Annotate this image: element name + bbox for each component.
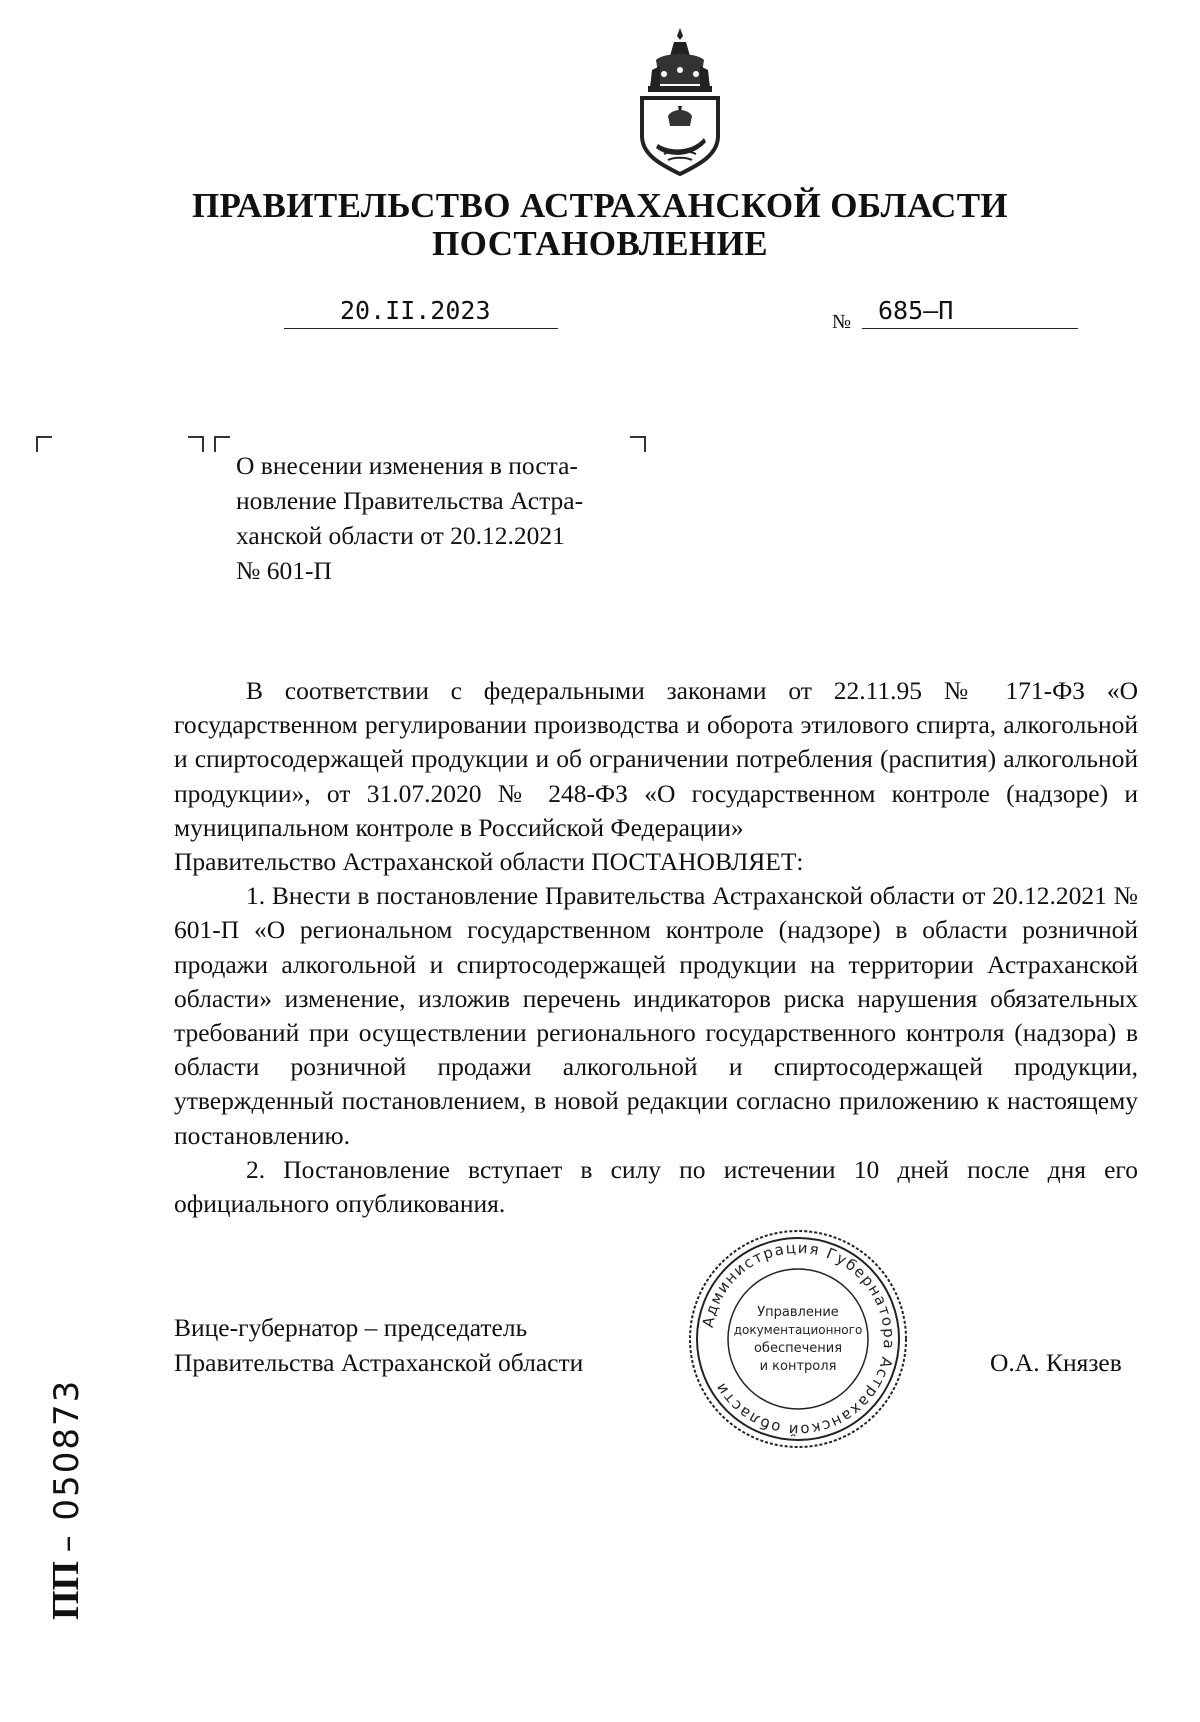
subject-corner-left-a	[188, 436, 204, 452]
item-2-paragraph: 2. Постановление вступает в силу по истечении 10 дней после дня его официального опубликования.	[174, 1154, 1138, 1219]
number-sign: №	[832, 311, 852, 333]
left-corner-mark	[36, 436, 52, 452]
serial-prefix: ПП	[45, 1560, 87, 1620]
resolves-line: Правительство Астраханской области ПОСТАНОВЛЯЕТ:	[174, 847, 804, 877]
document-date: 20.II.2023	[340, 296, 491, 325]
official-stamp	[687, 1228, 909, 1450]
subject-corner-left-b	[214, 436, 230, 452]
coat-of-arms-emblem	[634, 26, 726, 176]
preamble-paragraph: В соответствии с федеральными законами от 22.11.95 № 171-ФЗ «О государственном регулировании производства и оборота этилового спирта, алкогольной и спиртосодержащей продукции и об ограничении потребления (распития) алкогольной продукции», от 31.07.2020 № 248-ФЗ «О государственном контроле (надзоре) и муниципальном контроле в Российской Федерации»	[174, 676, 1138, 842]
document-number: 685–П	[878, 296, 954, 325]
org-title: ПРАВИТЕЛЬСТВО АСТРАХАНСКОЙ ОБЛАСТИ	[191, 186, 1009, 225]
signatory-position	[174, 1310, 583, 1380]
serial-number: – 050873	[47, 1378, 87, 1553]
stamp-center-line: и контроля	[759, 1359, 837, 1374]
subject-line: О внесении изменения в поста-	[236, 451, 578, 480]
doc-type-title: ПОСТАНОВЛЕНИЕ	[432, 224, 768, 263]
subject-line: ханской области от 20.12.2021	[236, 521, 565, 550]
document-body	[174, 674, 1138, 1221]
stamp-center-line: документационного	[733, 1323, 863, 1337]
stamp-center-line: Управление	[757, 1305, 839, 1320]
stamp-ring-text: Администрация Губернатора Астраханской области	[698, 1238, 899, 1440]
stamp-center-line: обеспечения	[753, 1341, 843, 1356]
position-line: Правительства Астраханской области	[174, 1348, 584, 1377]
document-subject	[236, 448, 637, 588]
subject-line: новление Правительства Астра-	[236, 486, 584, 515]
form-serial-code	[44, 1320, 87, 1620]
position-line: Вице-губернатор – председатель	[174, 1313, 528, 1342]
item-1-paragraph: 1. Внести в постановление Правительства Астраханской области от 20.12.2021 № 601-П «О региональном государственном контроле (надзоре) в области розничной продажи алкогольной и спиртосодержащей продукции на территории Астраханской области» изменение, изложив перечень индикаторов риска нарушения обязательных требований при осуществлении регионального государственного контроля (надзора) в области розничной продажи алкогольной и спиртосодержащей продукции, утвержденный постановлением, в новой редакции согласно приложению к настоящему постановлению.	[174, 881, 1138, 1150]
signatory-name: О.А. Князев	[990, 1348, 1122, 1377]
subject-line: № 601-П	[236, 556, 332, 585]
